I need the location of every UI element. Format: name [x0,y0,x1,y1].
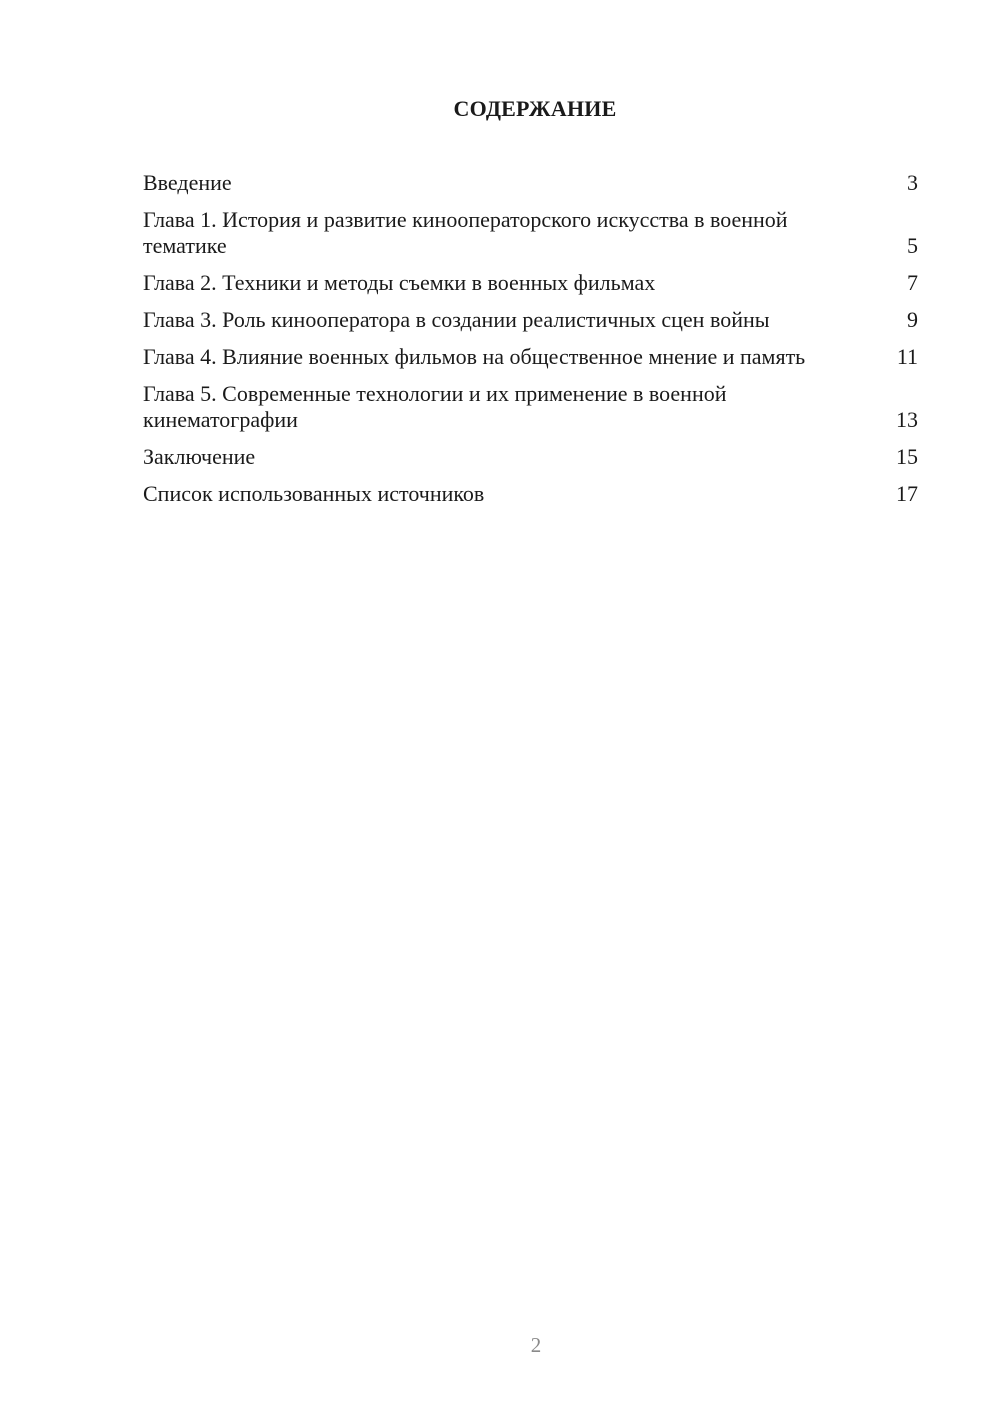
toc-entry-chapter-4 [143,344,918,370]
toc-entry-title: Глава 2. Техники и методы съемки в военных фильмах [143,270,656,295]
page-title: СОДЕРЖАНИЕ [453,96,617,121]
toc-entry-page: 5 [907,233,918,258]
toc-entry-chapter-3 [143,307,918,333]
toc-entry-page: 15 [896,444,918,469]
toc-entry-title: Введение [143,170,232,195]
toc-entry-title: Глава 1. История и развитие кинооператорского искусства в военной тематике [143,207,788,258]
toc-entry-references [143,481,918,507]
toc-entry-page: 17 [896,481,918,506]
table-of-contents [143,170,918,518]
toc-entry-title: Список использованных источников [143,481,485,506]
toc-entry-page: 9 [907,307,918,332]
toc-entry-page: 7 [907,270,918,295]
page-number: 2 [530,1333,542,1357]
toc-entry-chapter-1 [143,207,918,259]
toc-entry-page: 3 [907,170,918,195]
toc-entry-chapter-2 [143,270,918,296]
toc-entry-conclusion [143,444,918,470]
toc-entry-title: Заключение [143,444,256,469]
toc-entry-introduction [143,170,918,196]
toc-entry-title: Глава 4. Влияние военных фильмов на общественное мнение и память [143,344,806,369]
toc-entry-page: 13 [896,407,918,432]
toc-entry-chapter-5 [143,381,918,433]
toc-entry-page: 11 [896,344,918,369]
toc-entry-title: Глава 3. Роль кинооператора в создании реалистичных сцен войны [143,307,770,332]
toc-entry-title: Глава 5. Современные технологии и их применение в военной кинематографии [143,381,727,432]
